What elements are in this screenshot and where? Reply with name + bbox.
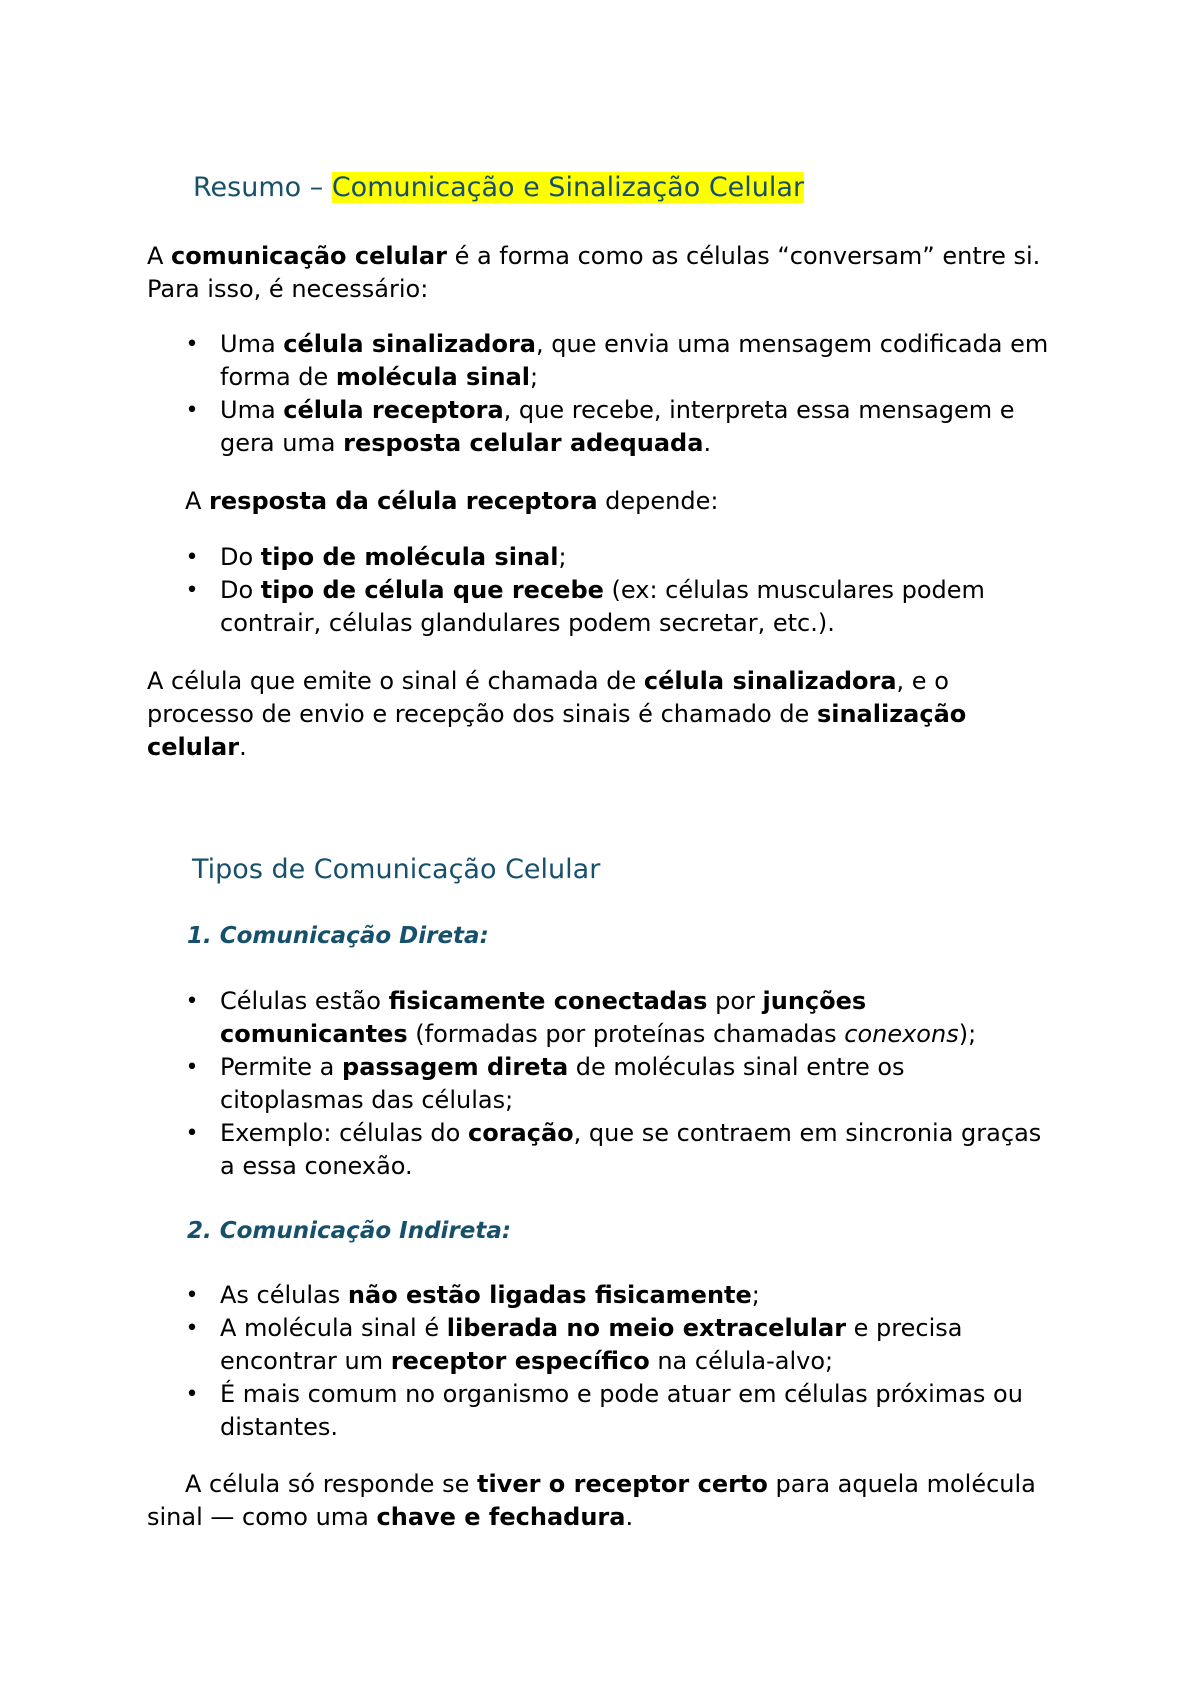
bold-term: não estão ligadas fisicamente (347, 1281, 752, 1309)
bold-term: célula sinalizadora (643, 667, 897, 695)
title-prefix: Resumo – (193, 172, 332, 203)
bullet-icon: • (185, 332, 199, 357)
bold-term: passagem direta (342, 1053, 569, 1081)
bold-term: liberada no meio extracelular (446, 1314, 847, 1342)
bullet-icon: • (185, 1283, 199, 1308)
bullet-icon: • (185, 1055, 199, 1080)
bold-term: celular (147, 733, 240, 761)
document-title (193, 170, 804, 206)
bullet-icon: • (185, 578, 199, 603)
list-item: • Permite a passagem direta de moléculas sinal entre os citoplasmas das células; (185, 1053, 905, 1114)
bold-term: receptor específico (390, 1347, 650, 1375)
requirements-list (0, 328, 1200, 460)
bold-term: chave e fechadura (376, 1503, 626, 1531)
bold-term: célula receptora (283, 396, 504, 424)
list-item: • As células não estão ligadas fisicamente; (0, 1279, 1200, 1312)
intro-line-1: A comunicação celular é a forma como as células “conversam” entre si. (147, 242, 1041, 270)
intro-line-2: Para isso, é necessário: (147, 275, 429, 303)
direct-heading: 1. Comunicação Direta: (187, 923, 489, 949)
list-item: • Exemplo: células do coração, que se contraem em sincronia graças a essa conexão. (185, 1119, 1042, 1180)
bullet-icon: • (185, 1121, 199, 1146)
bold-term: coração (467, 1119, 574, 1147)
closing-paragraph: A célula só responde se tiver o receptor certo para aquela molécula sinal — como uma chave e fechadura. (147, 1470, 1036, 1531)
signaling-paragraph: A célula que emite o sinal é chamada de célula sinalizadora, e o processo de envio e recepção dos sinais é chamado de sinalização celular. (147, 667, 967, 761)
intro-paragraph (147, 240, 1087, 306)
indirect-list (0, 1279, 1200, 1444)
bold-term: comunicação celular (171, 242, 447, 270)
list-item: • É mais comum no organismo e pode atuar em células próximas ou distantes. (185, 1380, 1023, 1441)
types-heading: Tipos de Comunicação Celular (192, 854, 601, 885)
bold-term: sinalização (816, 700, 967, 728)
bullet-icon: • (185, 1382, 199, 1407)
response-paragraph: A resposta da célula receptora depende: (185, 487, 719, 515)
dependencies-list (0, 541, 1200, 640)
bold-term: tipo de molécula sinal (260, 543, 559, 571)
italic-term: conexons (844, 1020, 959, 1048)
indirect-heading: 2. Comunicação Indireta: (187, 1218, 512, 1244)
bullet-icon: • (185, 1316, 199, 1341)
list-item: • Do tipo de molécula sinal; (0, 541, 1200, 574)
list-item: • Uma célula sinalizadora, que envia uma mensagem codificada em forma de molécula sinal; (185, 330, 1049, 391)
bold-term: tiver o receptor certo (476, 1470, 768, 1498)
list-item: • Uma célula receptora, que recebe, interpreta essa mensagem e gera uma resposta celular adequada. (185, 396, 1015, 457)
bullet-icon: • (185, 398, 199, 423)
bullet-icon: • (185, 545, 199, 570)
bold-term: célula sinalizadora (283, 330, 536, 358)
bold-term: comunicantes (220, 1020, 408, 1048)
bold-term: tipo de célula que recebe (260, 576, 604, 604)
list-item: • A molécula sinal é liberada no meio extracelular e precisa encontrar um receptor específico na célula-alvo; (185, 1314, 963, 1375)
title-highlighted: Comunicação e Sinalização Celular (331, 172, 805, 203)
bold-term: molécula sinal (335, 363, 531, 391)
bullet-icon: • (185, 989, 199, 1014)
bold-term: junções (762, 987, 867, 1015)
bold-term: resposta da célula receptora (209, 487, 598, 515)
bold-term: fisicamente conectadas (388, 987, 708, 1015)
list-item: • Do tipo de célula que recebe (ex: células musculares podem contrair, células glandulares podem secretar, etc.). (185, 576, 985, 637)
list-item: • Células estão fisicamente conectadas por junções comunicantes (formadas por proteínas chamadas conexons); (185, 987, 977, 1048)
direct-list (0, 985, 1200, 1183)
bold-term: resposta celular adequada (343, 429, 704, 457)
